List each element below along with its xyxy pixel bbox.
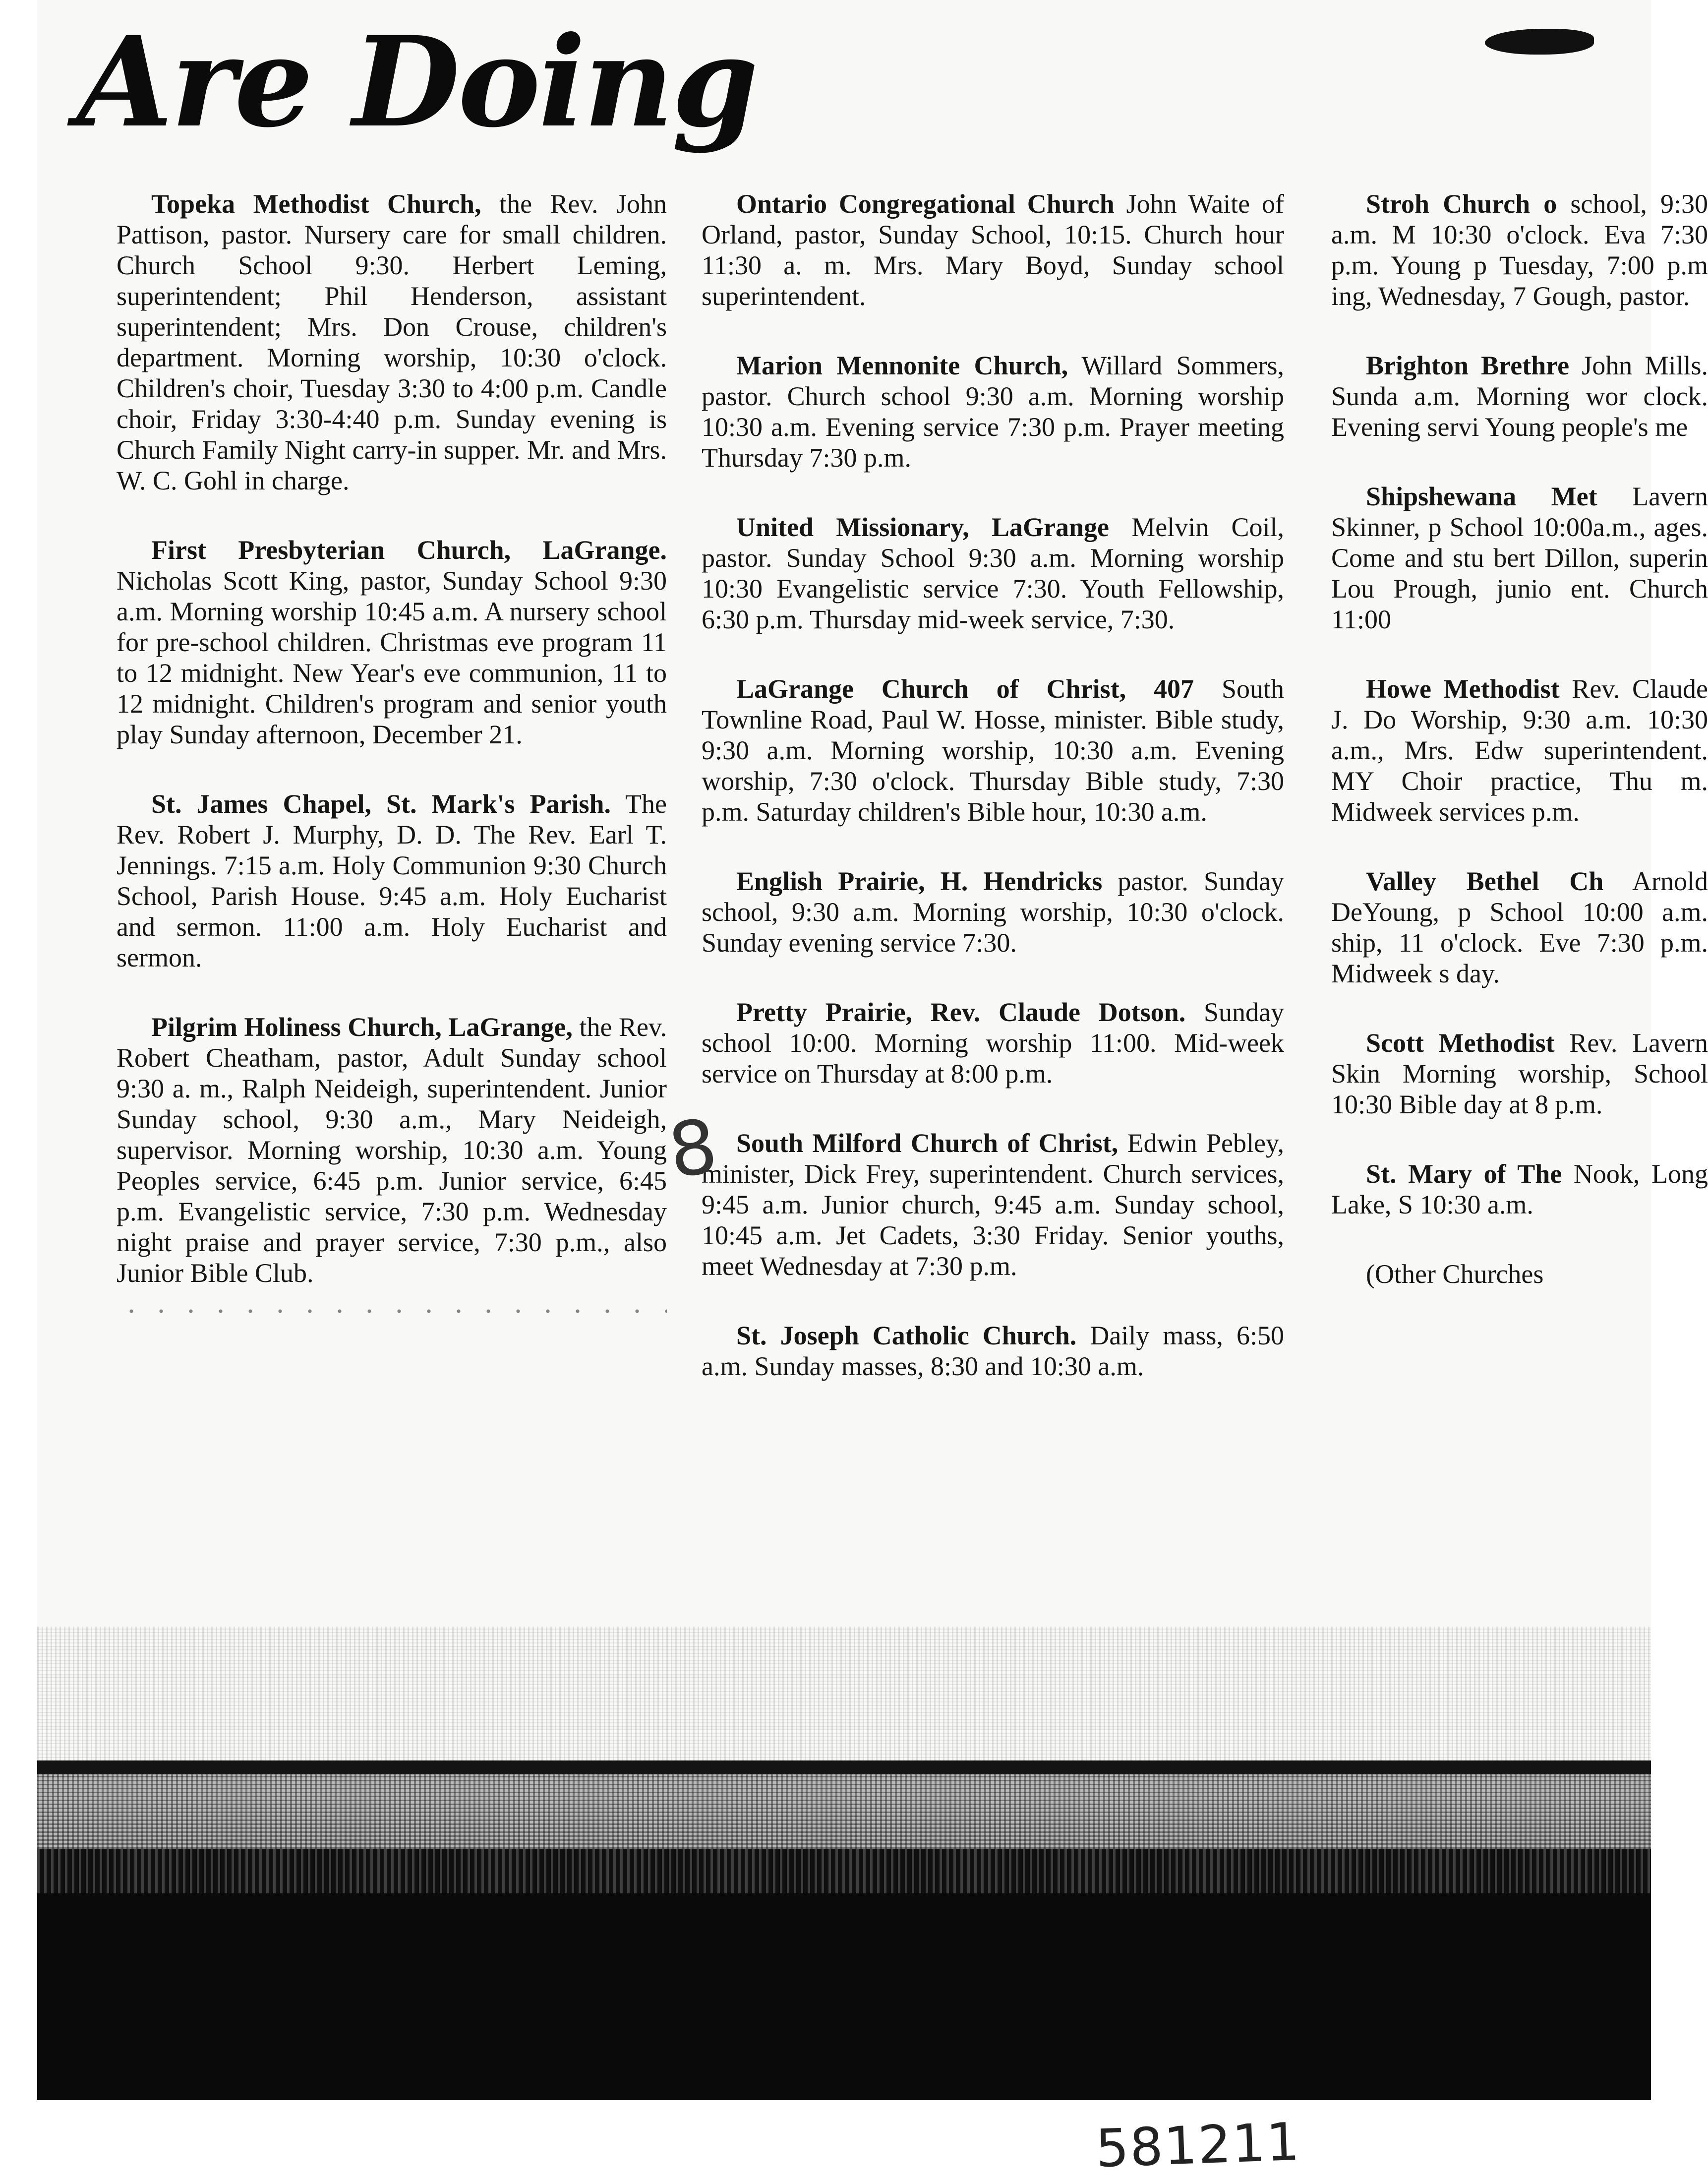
church-name: Howe Methodist	[1366, 674, 1560, 704]
church-details: South Townline Road, Paul W. Hosse, minister. Bible study, 9:30 a.m. Morning worship, 10:30 a.m. Evening worship, 7:30 o'clock. Thursday Bible study, 7:30 p.m. Saturday children's Bible hour, 10:30 a.m.	[702, 674, 1284, 827]
church-details: the Rev. John Pattison, pastor. Nursery care for small children. Church School 9:30. Herbert Leming, superintendent; Phil Henderson, assistant superintendent; Mrs. Don Crouse, children's department. Morning worship, 10:30 o'clock. Children's choir, Tuesday 3:30 to 4:00 p.m. Candle choir, Friday 3:30-4:40 p.m. Sunday evening is Church Family Night carry-in supper. Mr. and Mrs. W. C. Gohl in charge.	[117, 189, 667, 495]
church-name: St. Mary of The	[1366, 1159, 1562, 1189]
column-1	[117, 188, 667, 1327]
listing-item	[702, 866, 1284, 958]
listing-item	[117, 188, 667, 496]
listing-item	[702, 1128, 1284, 1281]
church-details: Melvin Coil, pastor. Sunday School 9:30 a.m. Morning worship 10:30 Evangelistic service 7:30. Youth Fellowship, 6:30 p.m. Thursday mid-week service, 7:30.	[702, 512, 1285, 634]
church-details: Arnold DeYoung, p School 10:00 a.m. ship, 11 o'clock. Eve 7:30 p.m. Midweek s day.	[1331, 866, 1708, 988]
listing-item	[1331, 188, 1708, 311]
church-details: Nicholas Scott King, pastor, Sunday School 9:30 a.m. Morning worship 10:45 a.m. A nursery school for pre-school children. Christmas eve program 11 to 12 midnight. New Year's eve communion, 11 to 12 midnight. Children's program and senior youth play Sunday afternoon, December 21.	[117, 566, 667, 749]
church-details: pastor. Sunday school, 9:30 a.m. Morning worship, 10:30 o'clock. Sunday evening service 7:30.	[702, 866, 1284, 958]
church-details: (Other Churches	[1366, 1259, 1544, 1289]
church-details: The Rev. Robert J. Murphy, D. D. The Rev. Earl T. Jennings. 7:15 a.m. Holy Communion 9:30 Church School, Parish House. 9:45 a.m. Holy Eucharist and sermon. 11:00 a.m. Holy Eucharist and sermon.	[117, 789, 667, 972]
church-details: Daily mass, 6:50 a.m. Sunday masses, 8:30 and 10:30 a.m.	[702, 1321, 1284, 1381]
newspaper-clipping	[37, 0, 1708, 2100]
church-name: Valley Bethel Ch	[1366, 866, 1604, 896]
church-name: LaGrange Church of Christ, 407	[736, 674, 1194, 704]
column-3	[1331, 188, 1708, 1328]
handwritten-mark: 8	[663, 1103, 723, 1195]
photocopy-dark-area	[37, 1849, 1651, 2100]
photocopy-grey-band	[37, 1774, 1651, 1849]
church-details: Edwin Pebley, minister, Dick Frey, superintendent. Church services, 9:45 a.m. Junior church, 9:45 a.m. Sunday school, 10:45 a.m. Jet Cadets, 3:30 Friday. Senior youths, meet Wednesday at 7:30 p.m.	[702, 1128, 1284, 1281]
photocopy-noise	[37, 1627, 1651, 1775]
listing-item	[702, 188, 1284, 311]
church-name: St. Joseph Catholic Church.	[736, 1321, 1077, 1350]
church-name: Shipshewana Met	[1366, 482, 1597, 511]
listing-item	[1331, 481, 1708, 635]
headline: Are Doing	[77, 9, 757, 155]
church-name: Pilgrim Holiness Church, LaGrange,	[151, 1012, 573, 1042]
listing-item	[1331, 350, 1708, 442]
church-details: Nook, Long Lake, S 10:30 a.m.	[1331, 1159, 1708, 1219]
listing-item	[702, 512, 1284, 635]
listing-item	[702, 673, 1284, 827]
church-details: Sunday school 10:00. Morning worship 11:00. Mid-week service on Thursday at 8:00 p.m.	[702, 997, 1284, 1089]
church-details: John Mills. Sunda a.m. Morning wor clock. Evening servi Young people's me	[1331, 351, 1708, 442]
listing-item	[117, 788, 667, 973]
church-details: John Waite of Orland, pastor, Sunday School, 10:15. Church hour 11:30 a. m. Mrs. Mary Boyd, Sunday school superintendent.	[702, 189, 1285, 311]
black-rule	[37, 1760, 1651, 1774]
church-name: St. James Chapel, St. Mark's Parish.	[151, 789, 611, 819]
church-name: Stroh Church o	[1366, 189, 1557, 219]
church-name: Pretty Prairie, Rev. Claude Dotson.	[736, 997, 1186, 1027]
listing-item	[1331, 1028, 1708, 1120]
listing-item	[1331, 673, 1708, 827]
church-name: Marion Mennonite Church,	[736, 351, 1068, 380]
listing-item	[1331, 1158, 1708, 1220]
listing-item	[702, 1320, 1284, 1382]
listing-item	[702, 997, 1284, 1089]
handwritten-page-code: 581211	[1094, 2111, 1301, 2180]
church-name: Topeka Methodist Church,	[151, 189, 481, 219]
listing-item	[1331, 1259, 1708, 1289]
church-details: Willard Sommers, pastor. Church school 9:30 a.m. Morning worship 10:30 a.m. Evening service 7:30 p.m. Prayer meeting Thursday 7:30 p.m.	[702, 351, 1284, 473]
church-details: Lavern Skinner, p School 10:00a.m., ages. Come and stu bert Dillon, superin Lou Prough, junio ent. Church 11:00	[1331, 482, 1708, 634]
church-name: Ontario Congregational Church	[736, 189, 1115, 219]
church-details: the Rev. Robert Cheatham, pastor, Adult Sunday school 9:30 a. m., Ralph Neideigh, superintendent. Junior Sunday school, 9:30 a.m., Mary Neideigh, supervisor. Morning worship, 10:30 a.m. Young Peoples service, 6:45 p.m. Junior service, 6:45 p.m. Evangelistic service, 7:30 p.m. Wednesday night praise and prayer service, 7:30 p.m., also Junior Bible Club.	[117, 1012, 667, 1288]
dotted-separator	[117, 1309, 667, 1313]
church-name: United Missionary, LaGrange	[736, 512, 1110, 542]
listing-item	[117, 1012, 667, 1288]
church-details: Rev. Claude J. Do Worship, 9:30 a.m. 10:30 a.m., Mrs. Edw superintendent. MY Choir practice, Thu m. Midweek services p.m.	[1331, 674, 1708, 827]
ink-smudge-mark	[1485, 29, 1594, 55]
church-name: English Prairie, H. Hendricks	[736, 866, 1103, 896]
church-name: Brighton Brethre	[1366, 351, 1570, 380]
church-name: South Milford Church of Christ,	[736, 1128, 1119, 1158]
church-name: Scott Methodist	[1366, 1028, 1555, 1058]
listing-item	[1331, 866, 1708, 989]
column-2	[702, 188, 1284, 1420]
listing-item	[702, 350, 1284, 473]
church-details: school, 9:30 a.m. M 10:30 o'clock. Eva 7:30 p.m. Young p Tuesday, 7:00 p.m ing, Wednesday, 7 Gough, pastor.	[1331, 189, 1708, 311]
church-name: First Presbyterian Church, LaGrange.	[151, 535, 667, 565]
listing-item	[117, 535, 667, 750]
church-details: Rev. Lavern Skin Morning worship, School 10:30 Bible day at 8 p.m.	[1331, 1028, 1708, 1119]
